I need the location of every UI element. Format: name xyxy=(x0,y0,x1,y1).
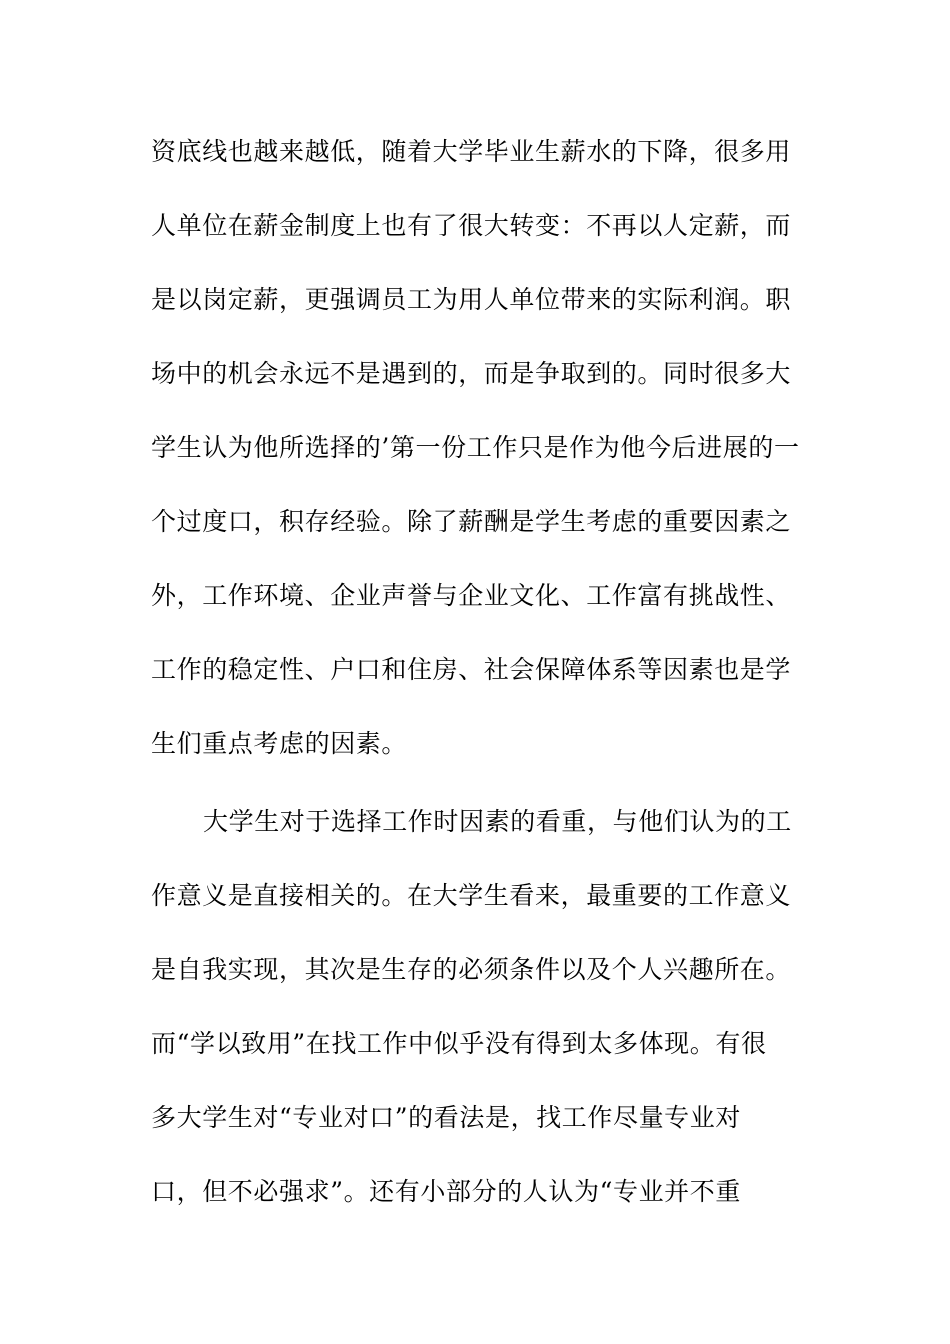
body-text-line: 个过度口，积存经验。除了薪酬是学生考虑的重要因素之 xyxy=(151,507,792,536)
body-text-line: 外，工作环境、企业声誉与企业文化、工作富有挑战性、 xyxy=(151,581,792,610)
body-text-line: 场中的机会永远不是遇到的，而是争取到的。同时很多大 xyxy=(151,359,792,388)
body-text-line: 资底线也越来越低，随着大学毕业生薪水的下降，很多用 xyxy=(151,137,792,166)
body-text-line: 是自我实现，其次是生存的必须条件以及个人兴趣所在。 xyxy=(151,955,792,984)
body-text-line: 是以岗定薪，更强调员工为用人单位带来的实际利润。职 xyxy=(151,285,792,314)
paragraph-first-line: 大学生对于选择工作时因素的看重，与他们认为的工 xyxy=(203,807,792,836)
body-text-line: 学生认为他所选择的’第一份工作只是作为他今后进展的一 xyxy=(151,433,800,462)
body-text-line: 工作的稳定性、户口和住房、社会保障体系等因素也是学 xyxy=(151,655,792,684)
body-text-line: 生们重点考虑的因素。 xyxy=(151,729,408,758)
body-text-line: 作意义是直接相关的。在大学生看来，最重要的工作意义 xyxy=(151,881,792,910)
body-text-line: 而“学以致用”在找工作中似乎没有得到太多体现。有很 xyxy=(151,1029,767,1058)
body-text-line: 多大学生对“专业对口”的看法是，找工作尽量专业对 xyxy=(151,1103,741,1132)
body-text-line: 口，但不必强求”。还有小部分的人认为“专业并不重 xyxy=(151,1177,741,1206)
body-text-line: 人单位在薪金制度上也有了很大转变：不再以人定薪，而 xyxy=(151,211,792,240)
